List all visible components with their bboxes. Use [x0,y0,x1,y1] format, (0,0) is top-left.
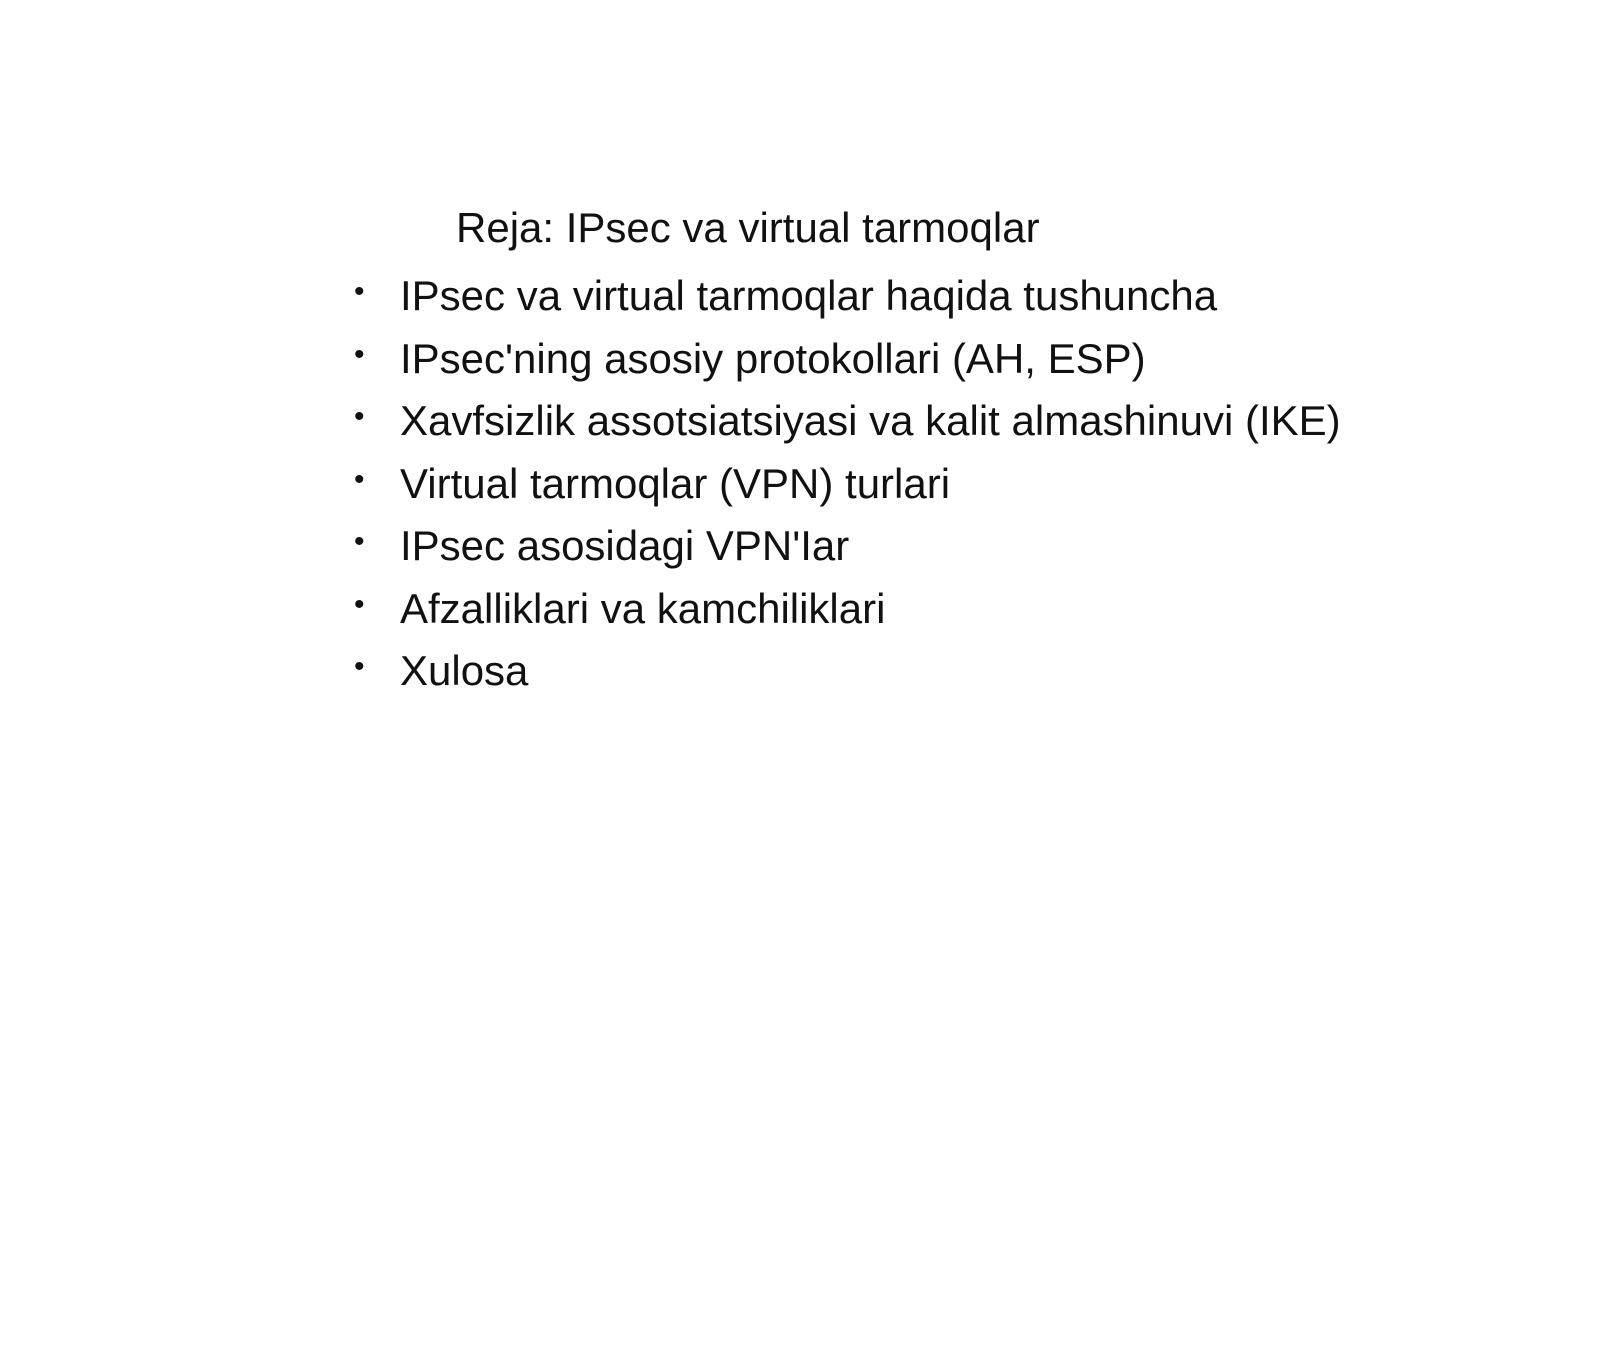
bullet-icon: • [354,462,365,496]
list-item [354,390,1341,453]
list-item [354,328,1341,391]
bullet-icon: • [354,275,365,309]
list-item [354,515,1341,578]
list-item [354,453,1341,516]
bullet-icon: • [354,400,365,434]
list-item-text: Virtual tarmoqlar (VPN) turlari [400,459,951,507]
page-title: Reja: IPsec va virtual tarmoqlar [456,204,1040,251]
list-item [354,640,1341,703]
agenda-list [354,265,1341,703]
list-item-text: IPsec asosidagi VPN'Iar [400,522,850,570]
list-item-text: IPsec va virtual tarmoqlar haqida tushuncha [400,272,1218,320]
list-item-text: IPsec'ning asosiy protokollari (AH, ESP) [400,334,1146,382]
list-item-text: Xavfsizlik assotsiatsiyasi va kalit almashinuvi (IKE) [400,397,1341,445]
bullet-icon: • [354,650,365,684]
list-item-text: Xulosa [400,647,529,695]
bullet-icon: • [354,337,365,371]
list-item-text: Afzalliklari va kamchiliklari [400,584,886,632]
list-item [354,578,1341,641]
bullet-icon: • [354,587,365,621]
bullet-icon: • [354,525,365,559]
list-item [354,265,1341,328]
